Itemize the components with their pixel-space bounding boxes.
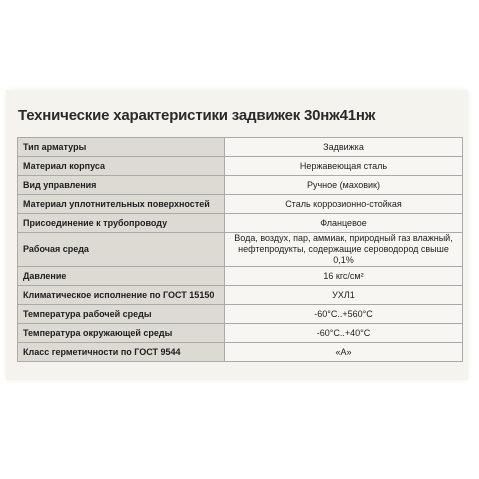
- spec-label: Вид управления: [18, 176, 225, 195]
- table-row: [18, 157, 463, 176]
- spec-value: Ручное (маховик): [225, 176, 463, 195]
- table-row: [18, 305, 463, 324]
- spec-label: Рабочая среда: [18, 233, 225, 267]
- spec-label: Климатическое исполнение по ГОСТ 15150: [18, 286, 225, 305]
- spec-value: Сталь коррозионно-стойкая: [225, 195, 463, 214]
- spec-value: Вода, воздух, пар, аммиак, природный газ влажный, нефтепродукты, содержащие сероводород свыше 0,1%: [225, 233, 463, 267]
- table-row: [18, 343, 463, 362]
- spec-value: УХЛ1: [225, 286, 463, 305]
- table-row: [18, 286, 463, 305]
- table-row: [18, 138, 463, 157]
- spec-label: Присоединение к трубопроводу: [18, 214, 225, 233]
- spec-label: Материал корпуса: [18, 157, 225, 176]
- table-row: [18, 176, 463, 195]
- table-row: [18, 267, 463, 286]
- spec-value: -60°С..+40°С: [225, 324, 463, 343]
- specs-table: [17, 137, 463, 362]
- spec-value: 16 кгс/см²: [225, 267, 463, 286]
- spec-value: «А»: [225, 343, 463, 362]
- page-title: Технические характеристики задвижек 30нж41нж: [18, 107, 376, 124]
- spec-value: -60°С..+560°С: [225, 305, 463, 324]
- table-row: [18, 324, 463, 343]
- table-row: [18, 195, 463, 214]
- spec-label: Температура окружающей среды: [18, 324, 225, 343]
- spec-value: Фланцевое: [225, 214, 463, 233]
- spec-label: Давление: [18, 267, 225, 286]
- spec-value: Задвижка: [225, 138, 463, 157]
- spec-label: Тип арматуры: [18, 138, 225, 157]
- table-row: [18, 214, 463, 233]
- spec-label: Температура рабочей среды: [18, 305, 225, 324]
- spec-value: Нержавеющая сталь: [225, 157, 463, 176]
- spec-label: Класс герметичности по ГОСТ 9544: [18, 343, 225, 362]
- spec-label: Материал уплотнительных поверхностей: [18, 195, 225, 214]
- table-row: [18, 233, 463, 267]
